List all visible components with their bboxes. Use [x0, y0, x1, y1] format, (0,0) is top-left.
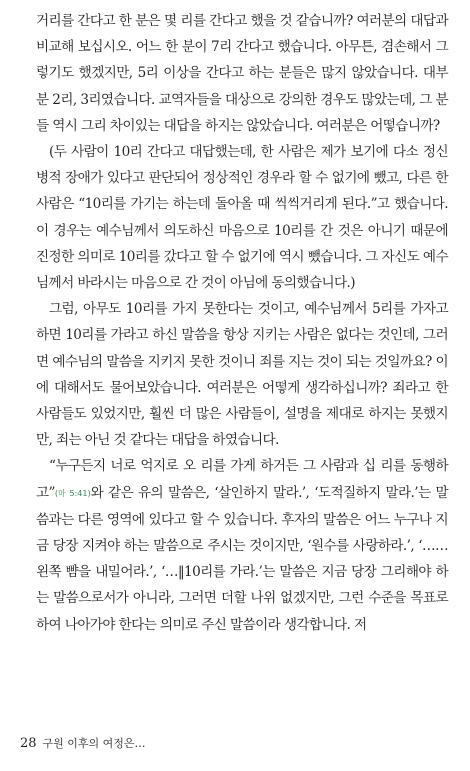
- paragraph-discussion: 그럼, 아무도 10리를 가지 못한다는 것이고, 예수님께서 5리를 가자고 하면 10리를 가라고 하신 말씀을 항상 지키는 사람은 없다는 것인데, 그러면 예수님의 말씀을 지키지 못한 것이니 죄를 지는 것이 되는 것일까요? 이에 대해서도 물어보았습니다. 여러분은 어떻게 생각하십니까? 죄라고 한 사람들도 있었지만, 훨씬 더 많은 사람들이, 설명을 제대로 하지는 못했지만, 죄는 아닌 것 같다는 대답을 하였습니다.: [36, 301, 448, 449]
- paragraph-scripture-quote: [36, 453, 448, 637]
- page-number: 28: [20, 736, 37, 751]
- paragraph-continuation: 거리를 간다고 한 분은 몇 리를 간다고 했을 것 같습니까? 여러분의 대답과 비교해 보십시오. 어느 한 분이 7리 간다고 했습니다. 아무튼, 겸손해서 그렇기도 했겠지만, 5리 이상을 간다고 하는 분들은 많지 않았습니다. 대부분 2리, 3리였습니다. 교역자들을 대상으로 강의한 경우도 많았는데, 그 분들 역시 그리 차이있는 대답을 하지는 않았습니다. 여러분은 어떻습니까?: [36, 13, 448, 134]
- paragraph-parenthetical-note: (두 사람이 10리 간다고 대답했는데, 한 사람은 제가 보기에 다소 정신병적 장애가 있다고 판단되어 정상적인 경우라 할 수 없기에 뺐고, 다른 한 사람은 “10리를 가기는 하는데 돌아올 때 씩씩거리게 된다.”고 했습니다. 이 경우는 예수님께서 의도하신 마음으로 10리를 간 것은 아니기 때문에 진정한 의미로 10리를 갔다고 할 수 없기에 역시 뺐습니다. 그 자신도 예수님께서 바라시는 마음으로 간 것이 아님에 동의했습니다.): [36, 144, 448, 292]
- running-title: 구원 이후의 여정은…: [42, 737, 146, 750]
- paragraph-scripture-rest: 와 같은 유의 말씀은, ‘살인하지 말라.’, ‘도적질하지 말라.’는 말씀과는 다른 영역에 있다고 할 수 있습니다. 후자의 말씀은 어느 누구나 지금 당장 지켜야 하는 말씀으로 주시는 것이지만, ‘원수를 사랑하라.’, ‘……왼쪽 뺨을 내밀어라.’, ‘…‖10리를 가라.’는 말씀은 지금 당장 그리해야 하는 말씀으로서가 아니라, 그러면 더할 나위 없겠지만, 그런 수준을 목표로 하여 나아가야 한다는 의미로 주신 말씀이라 생각합니다. 저: [36, 484, 448, 633]
- page-footer: [20, 735, 146, 751]
- scripture-quote: “누구든지 너로 억지로 오 리를 가게 하거든 그 사람과 십 리를 동행하고”: [36, 458, 448, 501]
- scripture-reference: (마 5:41): [54, 488, 91, 498]
- body-text: [36, 8, 448, 638]
